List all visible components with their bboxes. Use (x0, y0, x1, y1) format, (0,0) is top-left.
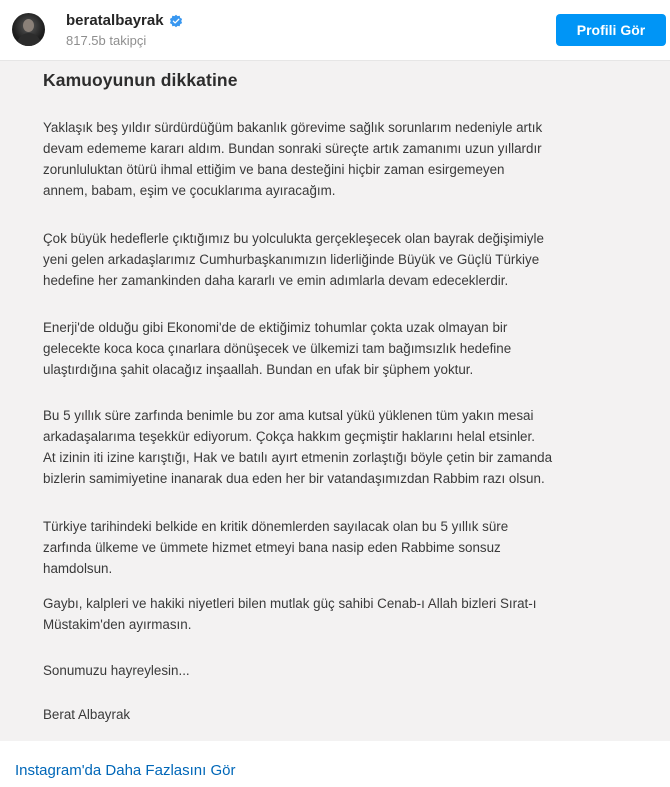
text-line: Çok büyük hedeflerle çıktığımız bu yolculukta gerçekleşecek olan bayrak değişimiyle (43, 231, 544, 246)
paragraph-2 (43, 228, 633, 291)
post-title: Kamuoyunun dikkatine (43, 70, 238, 90)
avatar-shoulders (17, 33, 41, 46)
avatar[interactable] (12, 13, 45, 46)
paragraph-5 (43, 516, 633, 579)
paragraph-6 (43, 593, 633, 635)
text-line: hedefine her zamankinden daha kararlı ve emin adımlarla devam edeceklerdir. (43, 273, 509, 288)
text-line: bizlerin samimiyetine inanarak dua eden her bir vatandaşımızdan Rabbim razı olsun. (43, 471, 545, 486)
text-line: zarfında ülkeme ve ümmete hizmet etmeyi bana nasip eden Rabbime sonsuz (43, 540, 501, 555)
verified-badge-icon (169, 14, 183, 28)
text-line: Gaybı, kalpleri ve hakiki niyetleri bilen mutlak güç sahibi Cenab-ı Allah bizleri Sırat-ı (43, 596, 537, 611)
paragraph-4 (43, 405, 633, 489)
text-line: Berat Albayrak (43, 707, 131, 722)
post-image[interactable] (0, 61, 670, 741)
text-line: devam edememe kararı aldım. Bundan sonraki süreçte artık zamanımı uzun yıllardır (43, 141, 542, 156)
text-line: yeni gelen arkadaşlarımız Cumhurbaşkanımızın liderliğinde Büyük ve Güçlü Türkiye (43, 252, 540, 267)
text-line: Müstakim'den ayırmasın. (43, 617, 192, 632)
signature (43, 704, 633, 725)
username-row (66, 12, 183, 29)
text-line: gelecekte koca koca çınarlara dönüşecek ve ülkemizi tam bağımsızlık hedefine (43, 341, 512, 356)
text-line: Bu 5 yıllık süre zarfında benimle bu zor ama kutsal yükü yüklenen tüm yakın mesai (43, 408, 534, 423)
follower-count: 817.5b takipçi (66, 33, 147, 48)
paragraph-1 (43, 117, 633, 201)
text-line: Sonumuzu hayreylesin... (43, 663, 190, 678)
paragraph-3 (43, 317, 633, 380)
text-line: zorunluluktan ötürü ihmal ettiğim ve bana desteğini hiçbir zaman esirgemeyen (43, 162, 505, 177)
avatar-face (23, 19, 34, 32)
paragraph-7 (43, 660, 633, 681)
post-header (0, 0, 670, 61)
view-more-on-instagram-link[interactable]: Instagram'da Daha Fazlasını Gör (15, 762, 236, 779)
text-line: ulaştırdığına şahit olacağız inşaallah. Bundan en ufak bir şüphem yoktur. (43, 362, 474, 377)
text-line: annem, babam, eşim ve çocuklarıma ayıracağım. (43, 183, 336, 198)
text-line: hamdolsun. (43, 561, 113, 576)
username[interactable]: beratalbayrak (66, 12, 164, 29)
text-line: Türkiye tarihindeki belkide en kritik dönemlerden sayılacak olan bu 5 yıllık süre (43, 519, 509, 534)
text-line: Enerji'de olduğu gibi Ekonomi'de de ektiğimiz tohumlar çokta uzak olmayan bir (43, 320, 508, 335)
text-line: At izinin iti izine karıştığı, Hak ve batılı ayırt etmenin zorlaştığı böyle çetin bir zamanda (43, 450, 553, 465)
text-line: Yaklaşık beş yıldır sürdürdüğüm bakanlık görevime sağlık sorunlarım nedeniyle artık (43, 120, 543, 135)
text-line: arkadaşalarıma teşekkür ediyorum. Çokça hakkım geçmiştir haklarını helal etsinler. (43, 429, 535, 444)
view-profile-button[interactable]: Profili Gör (556, 14, 666, 46)
